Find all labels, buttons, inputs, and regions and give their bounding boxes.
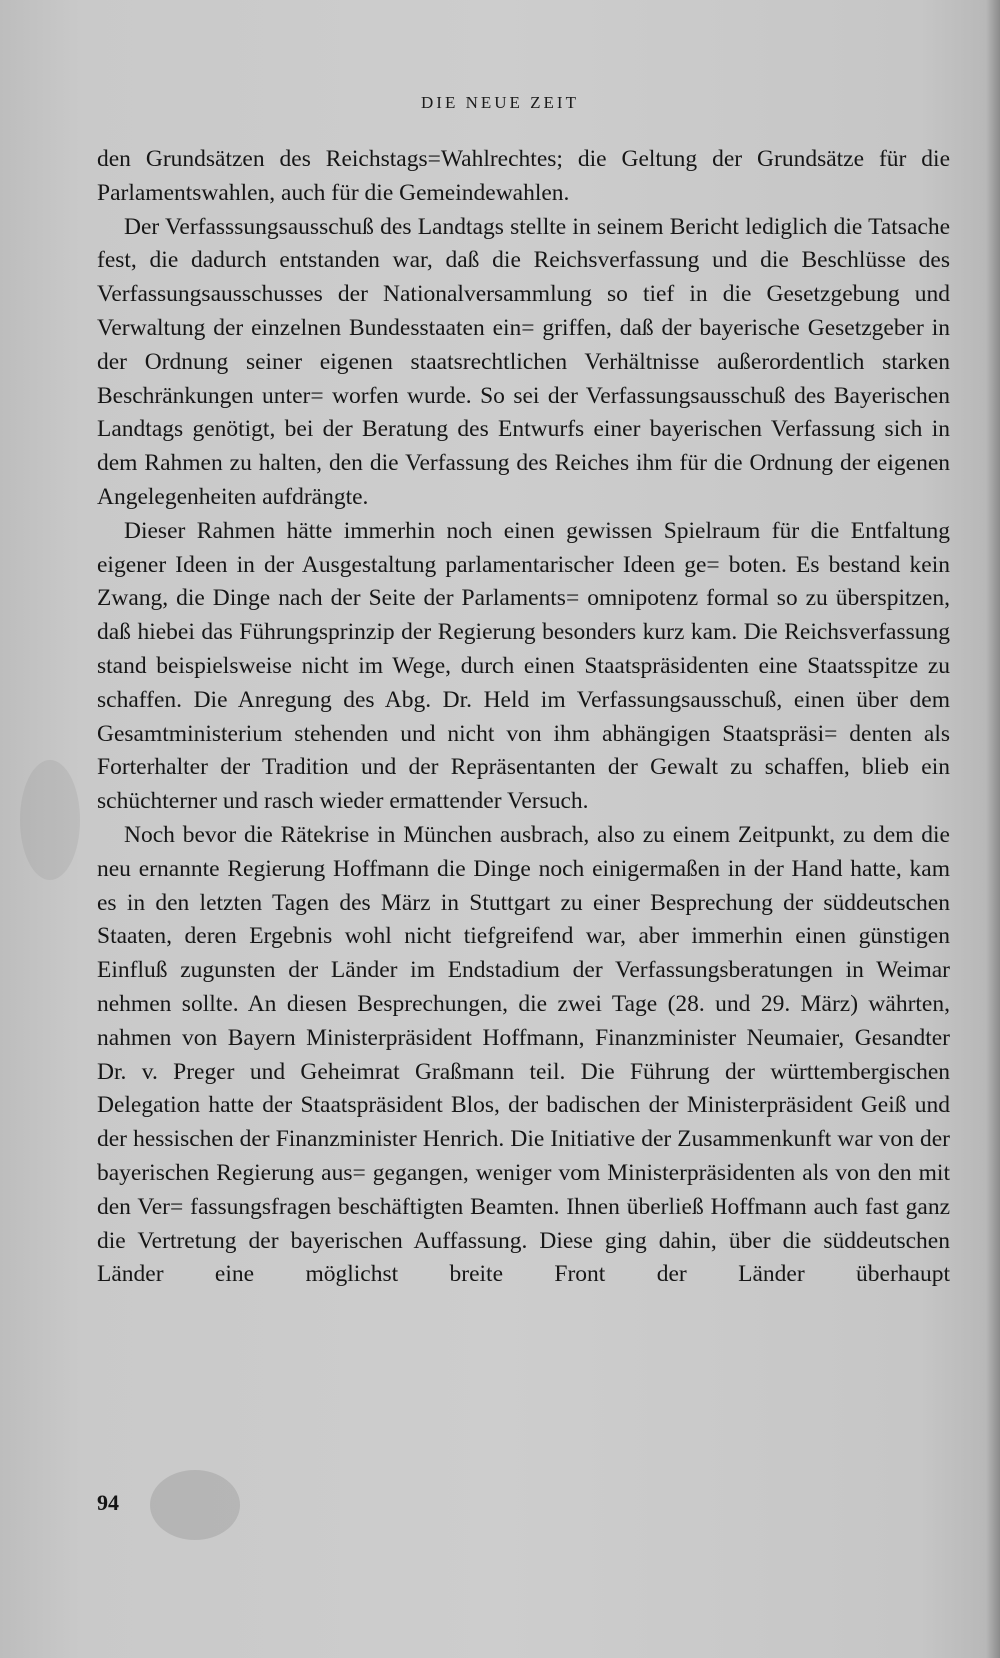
paragraph: Der Verfasssungsausschuß des Landtags stellte in seinem Bericht lediglich die Tatsache fest, die dadurch entstanden war, daß die Reichsverfassung und die Beschlüsse des Verfassungsausschusses der Nationalversammlung so tief in die Gesetzgebung und Verwaltung der einzelnen Bundesstaaten ein= griffen, daß der bayerische Gesetzgeber in der Ordnung seiner eigenen staatsrechtlichen Verhältnisse außerordentlich starken Beschränkungen unter= worfen wurde. So sei der Verfassungsausschuß des Bayerischen Landtags genötigt, bei der Beratung des Entwurfs einer bayerischen Verfassung sich in dem Rahmen zu halten, den die Verfassung des Reiches ihm für die Ordnung der eigenen Angelegenheiten aufdrängte. <box>97 213 950 510</box>
paragraph: Dieser Rahmen hätte immerhin noch einen gewissen Spielraum für die Entfaltung eigener Ideen in der Ausgestaltung parlamentarischer Ideen ge= boten. Es bestand kein Zwang, die Dinge nach der Seite der Parlaments= omnipotenz formal so zu überspitzen, daß hiebei das Führungsprinzip der Regierung besonders kurz kam. Die Reichsverfassung stand beispielsweise nicht im Wege, durch einen Staatspräsidenten eine Staatsspitze zu schaffen. Die Anregung des Abg. Dr. Held im Verfassungsausschuß, einen über dem Gesamtministerium stehenden und nicht von ihm abhängigen Staatspräsi= denten als Forterhalter der Tradition und der Repräsentanten der Gewalt zu schaffen, blieb ein schüchterner und rasch wieder ermattender Versuch. <box>97 517 950 815</box>
running-header: DIE NEUE ZEIT <box>421 93 579 112</box>
paper-stain <box>20 760 80 880</box>
paragraph: den Grundsätzen des Reichstags=Wahlrechtes; die Geltung der Grundsätze für die Parlamentswahlen, auch für die Gemeindewahlen. <box>97 146 950 206</box>
paragraph: Noch bevor die Rätekrise in München ausbrach, also zu einem Zeitpunkt, zu dem die neu ernannte Regierung Hoffmann die Dinge noch einigermaßen in der Hand hatte, kam es in den letzten Tagen des März in Stuttgart zu einer Besprechung der süddeutschen Staaten, deren Ergebnis wohl nicht tiefgreifend war, aber immerhin einen günstigen Einfluß zugunsten der Länder im Endstadium der Verfassungsberatungen in Weimar nehmen sollte. An diesen Besprechungen, die zwei Tage (28. und 29. März) währten, nahmen von Bayern Ministerpräsident Hoffmann, Finanzminister Neumaier, Gesandter Dr. v. Preger und Geheimrat Graßmann teil. Die Führung der württembergischen Delegation hatte der Staatspräsident Blos, der badischen der Ministerpräsident Geiß und der hessischen der Finanzminister Henrich. Die Initiative der Zusammenkunft war von der bayerischen Regierung aus= gegangen, weniger vom Ministerpräsidenten als von den mit den Ver= fassungsfragen beschäftigten Beamten. Ihnen überließ Hoffmann auch fast ganz die Vertretung der bayerischen Auffassung. Diese ging dahin, über die süddeutschen Länder eine möglichst breite Front der Länder überhaupt <box>97 821 950 1288</box>
page-number: 94 <box>97 1490 119 1515</box>
page-edge-shadow <box>986 0 1000 1658</box>
body-text <box>97 143 950 1292</box>
paper-stain <box>150 1470 240 1540</box>
